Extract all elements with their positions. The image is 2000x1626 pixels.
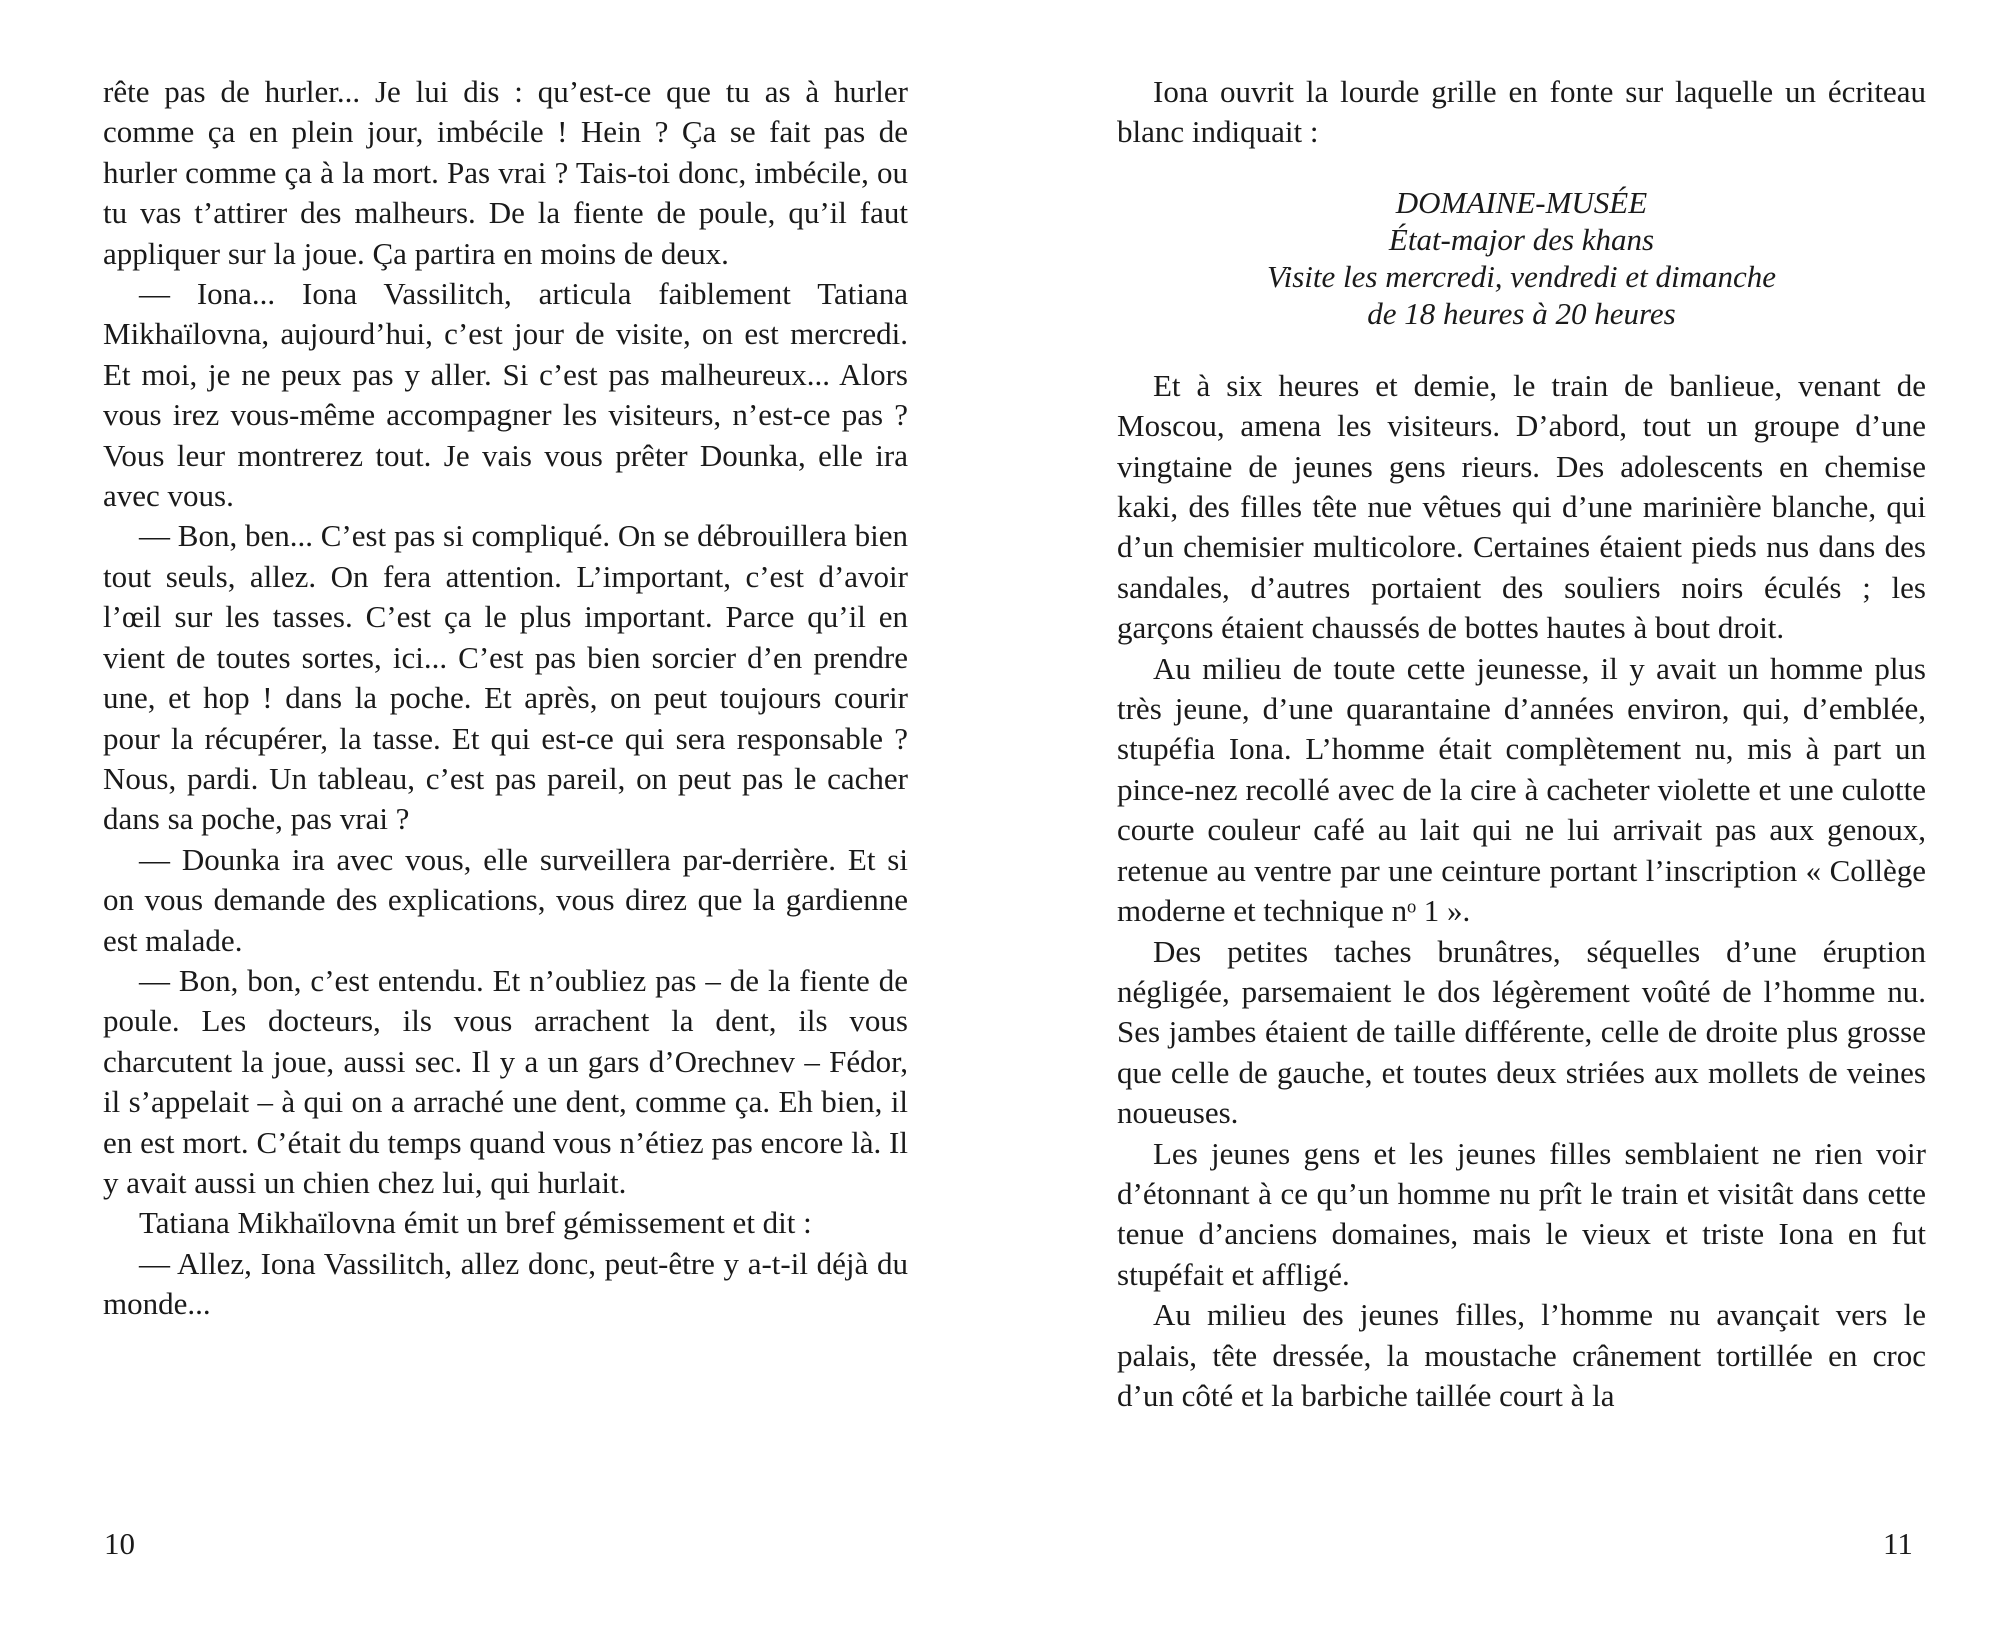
- paragraph: rête pas de hurler... Je lui dis : qu’est-ce que tu as à hurler comme ça en plein jour, imbécile ! Hein ? Ça se fait pas de hurler comme ça à la mort. Pas vrai ? Tais-toi donc, imbécile, ou tu vas t’attirer des malheurs. De la fiente de poule, qu’il faut appliquer sur la joue. Ça partira en moins de deux.: [103, 74, 908, 271]
- paragraph: Des petites taches brunâtres, séquelles d’une éruption négligée, parsemaient le dos légèrement voûté de l’homme nu. Ses jambes étaient de taille différente, celle de droite plus grosse que celle de gauche, et toutes deux striées aux mollets de veines noueuses.: [1117, 933, 1926, 1131]
- sign-line: de 18 heures à 20 heures: [1367, 295, 1676, 331]
- paragraph: — Dounka ira avec vous, elle surveillera par-derrière. Et si on vous demande des explications, vous direz que la gardienne est malade.: [103, 841, 908, 958]
- paragraph: — Bon, bon, c’est entendu. Et n’oubliez pas – de la fiente de poule. Les docteurs, ils vous arrachent la dent, ils vous charcutent la joue, aussi sec. Il y a un gars d’Orechnev – Fédor, il s’appelait – à qui on a arraché une dent, comme ça. Eh bien, il en est mort. C’était du temps quand vous n’étiez pas encore là. Il y avait aussi un chien chez lui, qui hurlait.: [103, 962, 908, 1200]
- sign-line: État-major des khans: [1388, 221, 1655, 257]
- paragraph: — Iona... Iona Vassilitch, articula faiblement Tatiana Mikhaïlovna, aujourd’hui, c’est jour de visite, on est mercredi. Et moi, je ne peux pas y aller. Si c’est pas malheureux... Alors vous irez vous-même accompagner les visiteurs, n’est-ce pas ? Vous leur montrerez tout. Je vais vous prêter Dounka, elle ira avec vous.: [103, 276, 908, 514]
- museum-sign: [1117, 184, 1926, 332]
- paragraph: Et à six heures et demie, le train de banlieue, venant de Moscou, amena les visiteurs. D’abord, tout un groupe d’une vingtaine de jeunes gens rieurs. Des adolescents en chemise kaki, des filles tête nue vêtues qui d’une marinière blanche, qui d’un chemisier multicolore. Certaines étaient pieds nus dans des sandales, d’autres portaient des souliers noirs éculés ; les garçons étaient chaussés de bottes hautes à bout droit.: [1117, 367, 1926, 646]
- paragraph: Tatiana Mikhaïlovna émit un bref gémissement et dit :: [139, 1205, 812, 1241]
- paragraph: — Allez, Iona Vassilitch, allez donc, peut-être y a-t-il déjà du monde...: [103, 1245, 908, 1322]
- page-number: 11: [1883, 1526, 1913, 1561]
- sign-line: Visite les mercredi, vendredi et dimanche: [1266, 258, 1777, 294]
- paragraph: Au milieu de toute cette jeunesse, il y avait un homme plus très jeune, d’une quarantaine d’années environ, qui, d’emblée, stupéfia Iona. L’homme était complètement nu, mis à part un pince-nez recollé avec de la cire à cacheter violette et une culotte courte couleur café au lait qui ne lui arrivait pas aux genoux, retenue au ventre par une ceinture portant l’inscription « Collège moderne et technique nᵒ 1 ».: [1117, 650, 1926, 929]
- page-number: 10: [104, 1526, 135, 1561]
- sign-title: DOMAINE-MUSÉE: [1395, 184, 1648, 220]
- paragraph: Au milieu des jeunes filles, l’homme nu avançait vers le palais, tête dressée, la moustache crânement tortillée en croc d’un côté et la barbiche taillée court à la: [1117, 1297, 1926, 1413]
- left-page-text: [103, 72, 908, 1325]
- paragraph: — Bon, ben... C’est pas si compliqué. On se débrouillera bien tout seuls, allez. On fera attention. L’important, c’est d’avoir l’œil sur les tasses. C’est ça le plus important. Parce qu’il en vient de toutes sortes, ici... C’est pas bien sorcier d’en prendre une, et hop ! dans la poche. Et après, on peut toujours courir pour la récupérer, la tasse. Et qui est-ce qui sera responsable ? Nous, pardi. Un tableau, c’est pas pareil, on peut pas le cacher dans sa poche, pas vrai ?: [103, 518, 908, 837]
- right-page: [1000, 0, 2000, 1626]
- paragraph: Iona ouvrit la lourde grille en fonte sur laquelle un écriteau blanc indiquait :: [1117, 74, 1926, 150]
- paragraph: Les jeunes gens et les jeunes filles semblaient ne rien voir d’étonnant à ce qu’un homme nu prît le train et visitât dans cette tenue d’anciens domaines, mais le vieux et triste Iona en fut stupéfait et affligé.: [1117, 1135, 1926, 1292]
- right-page-text: [1117, 72, 1926, 1416]
